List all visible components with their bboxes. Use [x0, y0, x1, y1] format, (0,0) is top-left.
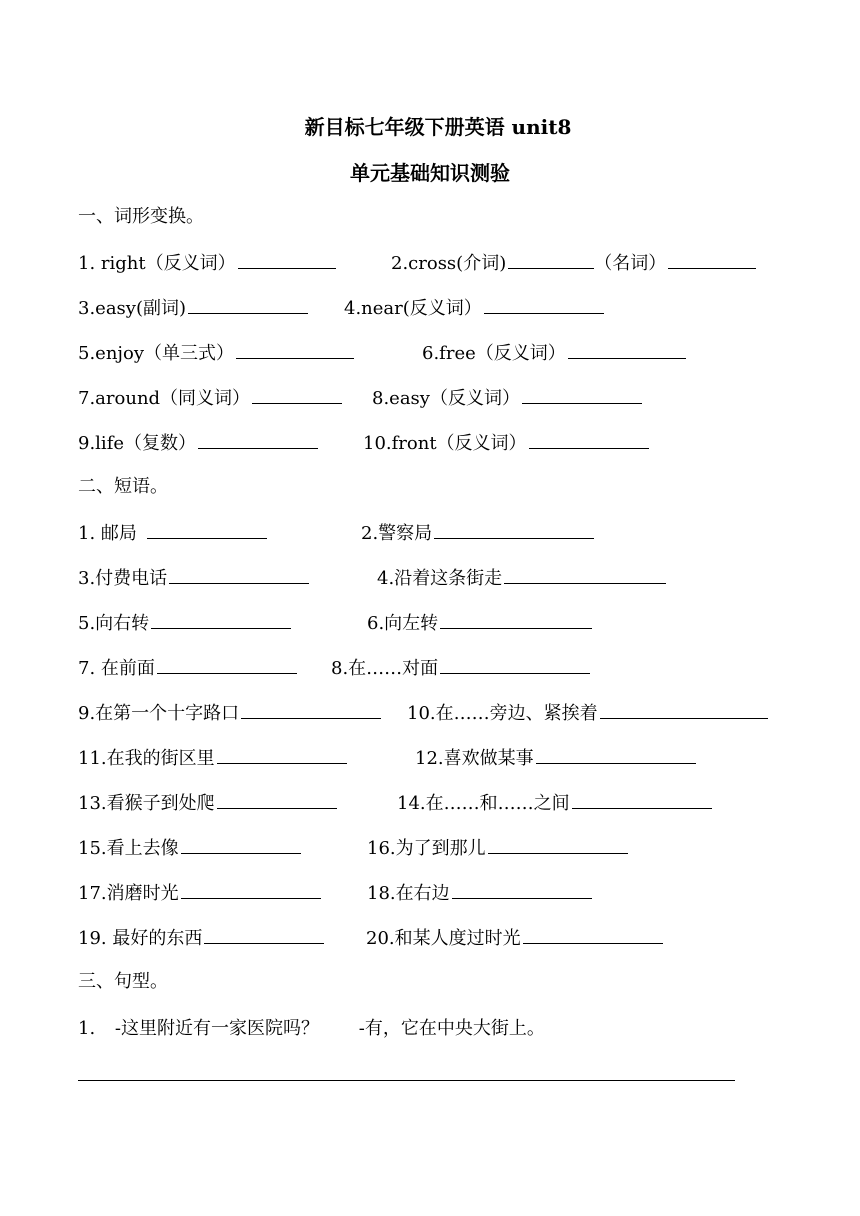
- answer-blank[interactable]: [504, 566, 666, 584]
- answer-blank[interactable]: [217, 791, 337, 809]
- phrase-label: 7. 在前面: [78, 658, 155, 679]
- phrase-label: 5.向右转: [78, 613, 150, 634]
- phrase-label: 8.在……对面: [331, 658, 439, 679]
- section-heading-word-forms: 一、词形变换。: [78, 206, 204, 227]
- answer-blank[interactable]: [238, 251, 336, 269]
- page-subtitle: 单元基础知识测验: [350, 161, 510, 185]
- page-title: 新目标七年级下册英语 unit8: [304, 115, 572, 139]
- answer-blank[interactable]: [668, 251, 756, 269]
- question-label: （名词）: [594, 253, 667, 274]
- sentence-question: -这里附近有一家医院吗？: [114, 1018, 320, 1039]
- phrase-label: 12.喜欢做某事: [415, 748, 534, 769]
- answer-blank[interactable]: [572, 791, 712, 809]
- phrase-item: [78, 611, 291, 635]
- answer-blank[interactable]: [508, 251, 594, 269]
- phrase-label: 17.消磨时光: [78, 883, 179, 904]
- question-item: [78, 431, 318, 455]
- phrase-item: [78, 836, 301, 860]
- answer-blank[interactable]: [529, 431, 649, 449]
- question-item: [78, 296, 308, 320]
- phrase-label: 2.警察局: [361, 523, 433, 544]
- question-label: 3.easy(副词): [78, 298, 187, 319]
- phrase-label: 4.沿着这条街走: [377, 568, 503, 589]
- answer-blank[interactable]: [157, 656, 297, 674]
- question-label: 4.near(反义词）: [344, 298, 482, 319]
- phrase-item: [78, 701, 381, 725]
- phrase-item: [78, 521, 267, 545]
- section-heading-sentences: 三、句型。: [78, 971, 168, 992]
- question-label: 2.cross(介词): [391, 253, 507, 274]
- answer-blank[interactable]: [522, 386, 642, 404]
- answer-blank[interactable]: [252, 386, 342, 404]
- question-label: 10.front（反义词）: [363, 433, 527, 454]
- answer-blank[interactable]: [181, 836, 301, 854]
- answer-blank[interactable]: [147, 521, 267, 539]
- phrase-item: [78, 656, 297, 680]
- question-item: [422, 341, 686, 365]
- answer-blank[interactable]: [217, 746, 347, 764]
- answer-blank[interactable]: [484, 296, 604, 314]
- phrase-item: [78, 881, 321, 905]
- phrase-item: [367, 881, 592, 905]
- answer-blank[interactable]: [181, 881, 321, 899]
- phrase-label: 18.在右边: [367, 883, 450, 904]
- phrase-label: 19. 最好的东西: [78, 928, 203, 949]
- phrase-label: 20.和某人度过时光: [366, 928, 521, 949]
- phrase-label: 15.看上去像: [78, 838, 179, 859]
- question-item: [78, 386, 342, 410]
- phrase-item: [78, 566, 309, 590]
- section-heading-phrases: 二、短语。: [78, 476, 168, 497]
- phrase-label: 3.付费电话: [78, 568, 168, 589]
- question-label: 8.easy（反义词）: [372, 388, 520, 409]
- question-label: 7.around（同义词）: [78, 388, 251, 409]
- phrase-label: 9.在第一个十字路口: [78, 703, 240, 724]
- answer-blank[interactable]: [236, 341, 354, 359]
- answer-blank[interactable]: [440, 656, 590, 674]
- phrase-label: 16.为了到那儿: [367, 838, 486, 859]
- sentence-number: 1.: [78, 1018, 96, 1039]
- answer-blank[interactable]: [434, 521, 594, 539]
- question-item: [363, 431, 649, 455]
- answer-blank[interactable]: [151, 611, 291, 629]
- answer-blank[interactable]: [452, 881, 592, 899]
- phrase-item: [78, 791, 337, 815]
- answer-blank[interactable]: [600, 701, 768, 719]
- question-label: 6.free（反义词）: [422, 343, 566, 364]
- question-item: [372, 386, 642, 410]
- question-label: 5.enjoy（单三式）: [78, 343, 235, 364]
- phrase-label: 6.向左转: [367, 613, 439, 634]
- question-label: 1. right（反义词）: [78, 253, 236, 274]
- phrase-item: [407, 701, 768, 725]
- answer-blank[interactable]: [198, 431, 318, 449]
- phrase-item: [78, 926, 324, 950]
- phrase-label: 10.在……旁边、紧挨着: [407, 703, 598, 724]
- question-item: [78, 341, 354, 365]
- question-label: 9.life（复数）: [78, 433, 197, 454]
- answer-blank[interactable]: [188, 296, 308, 314]
- phrase-label: 1. 邮局: [78, 523, 137, 544]
- answer-blank[interactable]: [523, 926, 663, 944]
- phrase-item: [361, 521, 594, 545]
- sentence-answer: -有，它在中央大街上。: [358, 1018, 545, 1039]
- phrase-label: 14.在……和……之间: [397, 793, 570, 814]
- phrase-item: [397, 791, 712, 815]
- phrase-item: [331, 656, 590, 680]
- question-item: [78, 251, 336, 275]
- question-item: [344, 296, 604, 320]
- answer-blank[interactable]: [169, 566, 309, 584]
- question-item: [391, 251, 756, 275]
- answer-blank[interactable]: [536, 746, 696, 764]
- phrase-label: 11.在我的街区里: [78, 748, 215, 769]
- phrase-item: [366, 926, 663, 950]
- phrase-label: 13.看猴子到处爬: [78, 793, 215, 814]
- answer-blank[interactable]: [488, 836, 628, 854]
- answer-blank[interactable]: [241, 701, 381, 719]
- sentence-item: [78, 1018, 545, 1040]
- phrase-item: [367, 836, 628, 860]
- phrase-item: [415, 746, 696, 770]
- answer-blank[interactable]: [78, 1080, 735, 1081]
- phrase-item: [377, 566, 666, 590]
- answer-blank[interactable]: [440, 611, 592, 629]
- phrase-item: [367, 611, 592, 635]
- phrase-item: [78, 746, 347, 770]
- answer-blank[interactable]: [568, 341, 686, 359]
- answer-blank[interactable]: [204, 926, 324, 944]
